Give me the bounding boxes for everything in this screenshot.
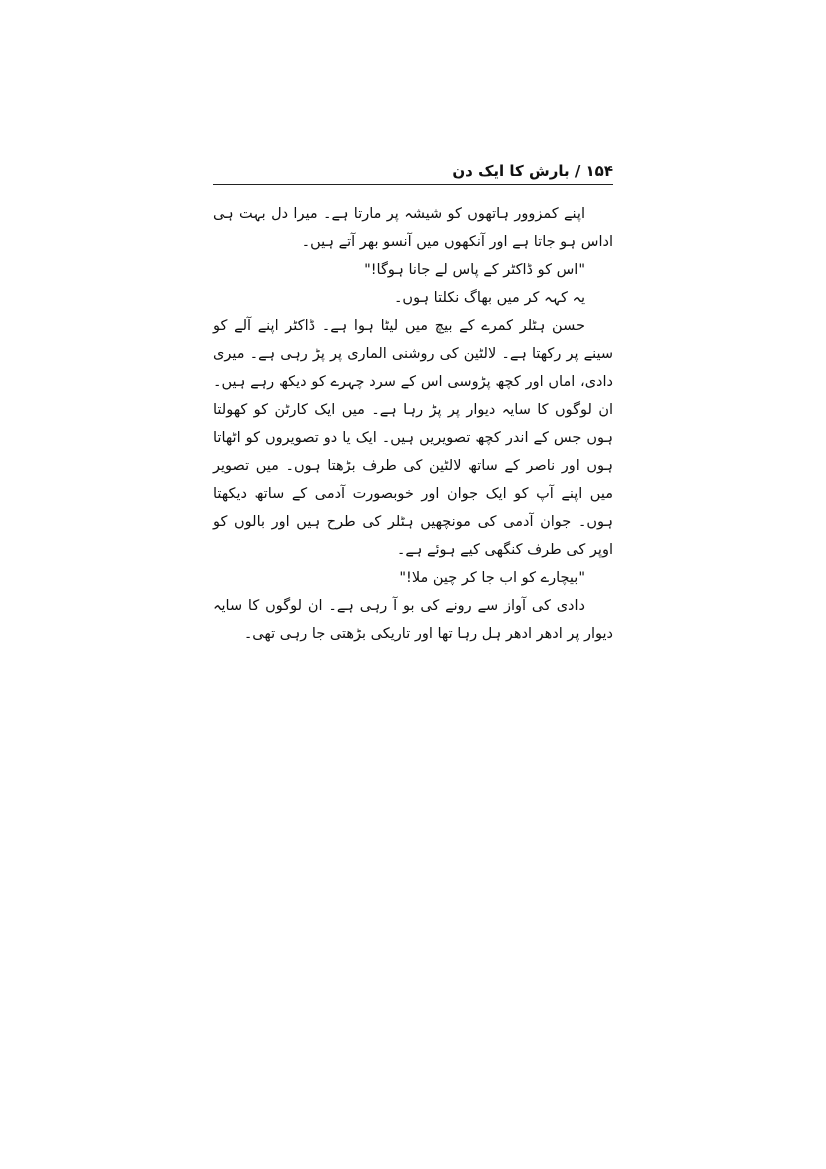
running-header: ۱۵۴ / بارش کا ایک دن: [452, 162, 613, 180]
header-divider: [213, 184, 613, 185]
paragraph: حسن ہٹلر کمرے کے بیچ میں لیٹا ہوا ہے۔ ڈاکٹر اپنے آلے کو سینے پر رکھتا ہے۔ لالٹین کی روشنی الماری پر پڑ رہی ہے۔ میری دادی، اماں اور کچھ پڑوسی اس کے سرد چہرے کو دیکھ رہے ہیں۔ ان لوگوں کا سایہ دیوار پر پڑ رہا ہے۔ میں ایک کارٹن کو کھولتا ہوں جس کے اندر کچھ تصویریں ہیں۔ ایک یا دو تصویروں کو اٹھاتا ہوں اور ناصر کے ساتھ لالٹین کی طرف بڑھتا ہوں۔ میں تصویر میں اپنے آپ کو ایک جوان اور خوبصورت آدمی کے ساتھ دیکھتا ہوں۔ جوان آدمی کی مونچھیں ہٹلر کی طرح ہیں اور بالوں کو اوپر کی طرف کنگھی کیے ہوئے ہے۔: [213, 318, 613, 558]
paragraph: "بیچارے کو اب جا کر چین ملا!": [399, 570, 585, 586]
paragraph: "اس کو ڈاکٹر کے پاس لے جانا ہوگا!": [364, 262, 585, 278]
paragraph: دادی کی آواز سے رونے کی بو آ رہی ہے۔ ان لوگوں کا سایہ دیوار پر ادھر ادھر ہل رہا تھا اور تاریکی بڑھتی جا رہی تھی۔: [213, 598, 613, 642]
body-text: [213, 200, 613, 648]
paragraph: اپنے کمزوور ہاتھوں کو شیشہ پر مارتا ہے۔ میرا دل بہت ہی اداس ہو جاتا ہے اور آنکھوں میں آنسو بھر آتے ہیں۔: [213, 206, 613, 250]
paragraph: یہ کہہ کر میں بھاگ نکلتا ہوں۔: [393, 290, 585, 306]
